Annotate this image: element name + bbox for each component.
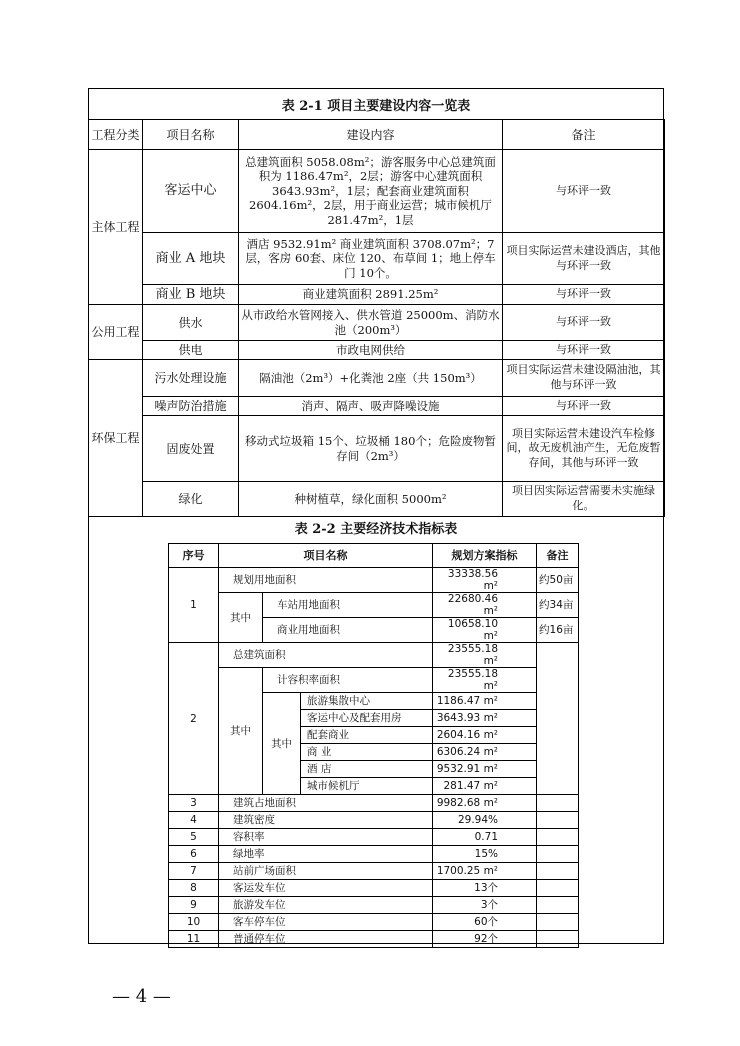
row-no: 7 <box>169 863 219 880</box>
table-row <box>169 914 579 931</box>
item-content: 消声、隔声、吸声降噪设施 <box>239 397 503 416</box>
table1-title: 表 2-1 项目主要建设内容一览表 <box>281 99 471 114</box>
row-item: 旅游集散中心 <box>301 693 433 710</box>
item-note: 项目实际运营未建设汽车检修间，故无废机油产生，无危废暂存间，其他与环评一致 <box>503 416 665 482</box>
row-item: 站前广场面积 <box>219 863 433 880</box>
value-number: 23555.18 <box>447 668 499 680</box>
item-note: 项目因实际运营需要未实施绿化。 <box>503 482 665 517</box>
item-note: 与环评一致 <box>503 285 665 305</box>
item-note: 与环评一致 <box>503 150 665 233</box>
value-number: 3643.93 <box>436 712 481 724</box>
construction-content-table <box>88 119 665 517</box>
row-item: 客车停车位 <box>219 914 433 931</box>
table-row <box>169 863 579 880</box>
value-unit: m² <box>483 630 499 642</box>
row-item: 绿地率 <box>219 846 433 863</box>
row-item: 规划用地面积 <box>219 568 433 593</box>
value-unit: m² <box>483 605 499 617</box>
value-number: 1186.47 <box>436 695 481 707</box>
table-row <box>169 812 579 829</box>
table-row <box>89 305 665 341</box>
table-row <box>169 897 579 914</box>
row-value: 13个 <box>433 880 537 897</box>
row-note <box>537 914 579 931</box>
row-no: 1 <box>169 568 219 643</box>
value-number: 9982.68 <box>436 797 481 809</box>
header-value: 规划方案指标 <box>433 544 537 568</box>
item-content: 隔油池（2m³）+化粪池 2座（共 150m³） <box>239 360 503 397</box>
row-no: 5 <box>169 829 219 846</box>
table-row <box>89 360 665 397</box>
item-content: 酒店 9532.91m² 商业建筑面积 3708.07m²；7层，客房 60套、床位 120、布草间 1；地上停车门 10个。 <box>239 233 503 285</box>
table-row <box>169 643 579 668</box>
value-unit: m² <box>483 655 499 667</box>
row-no: 10 <box>169 914 219 931</box>
item-content: 移动式垃圾箱 15个、垃圾桶 180个；危险废物暂存间（2m³） <box>239 416 503 482</box>
row-value <box>433 593 537 618</box>
item-name: 供电 <box>143 341 239 360</box>
sub-label: 其中 <box>219 593 263 643</box>
row-value: 0.71 <box>433 829 537 846</box>
table-row <box>169 568 579 593</box>
row-item: 酒 店 <box>301 761 433 778</box>
row-item: 容积率 <box>219 829 433 846</box>
category-env: 环保工程 <box>89 360 143 517</box>
row-value: 15% <box>433 846 537 863</box>
row-item: 车站用地面积 <box>263 593 433 618</box>
value-unit: m² <box>483 763 499 775</box>
row-note: 约34亩 <box>537 593 579 618</box>
row-value <box>433 727 537 744</box>
row-note <box>537 795 579 812</box>
row-note <box>537 829 579 846</box>
row-note <box>537 863 579 880</box>
table-row <box>89 233 665 285</box>
item-note: 项目实际运营未建设隔油池，其他与环评一致 <box>503 360 665 397</box>
table-row <box>169 829 579 846</box>
item-name: 商业 A 地块 <box>143 233 239 285</box>
table-row <box>89 482 665 517</box>
row-item: 普通停车位 <box>219 931 433 948</box>
row-item: 旅游发车位 <box>219 897 433 914</box>
item-note: 与环评一致 <box>503 397 665 416</box>
row-note <box>537 643 579 795</box>
table-row <box>169 668 579 693</box>
table-row <box>89 150 665 233</box>
table-row <box>169 931 579 948</box>
row-no: 9 <box>169 897 219 914</box>
header-item: 项目名称 <box>219 544 433 568</box>
row-item: 城市候机厅 <box>301 778 433 795</box>
value-unit: m² <box>483 746 499 758</box>
table-row <box>169 544 579 568</box>
economic-indicator-table <box>168 543 579 948</box>
item-name: 噪声防治措施 <box>143 397 239 416</box>
row-value <box>433 668 537 693</box>
value-number: 10658.10 <box>447 618 499 630</box>
item-name: 商业 B 地块 <box>143 285 239 305</box>
item-content: 市政电网供给 <box>239 341 503 360</box>
page-number: — 4 — <box>112 986 171 1007</box>
row-value <box>433 710 537 727</box>
row-value: 60个 <box>433 914 537 931</box>
row-value <box>433 744 537 761</box>
row-note <box>537 897 579 914</box>
row-value <box>433 568 537 593</box>
table-row <box>89 341 665 360</box>
row-item: 建筑占地面积 <box>219 795 433 812</box>
row-item: 客运发车位 <box>219 880 433 897</box>
sub-label: 其中 <box>219 668 263 795</box>
item-name: 固废处置 <box>143 416 239 482</box>
row-item: 总建筑面积 <box>219 643 433 668</box>
row-note <box>537 846 579 863</box>
header-no: 序号 <box>169 544 219 568</box>
header-note: 备注 <box>503 120 665 150</box>
value-unit: m² <box>483 580 499 592</box>
category-public: 公用工程 <box>89 305 143 360</box>
header-name: 项目名称 <box>143 120 239 150</box>
table-row <box>89 397 665 416</box>
value-number: 281.47 <box>443 780 481 792</box>
value-unit: m² <box>483 865 499 877</box>
item-name: 绿化 <box>143 482 239 517</box>
item-note: 与环评一致 <box>503 305 665 341</box>
row-value: 92个 <box>433 931 537 948</box>
row-value <box>433 795 537 812</box>
category-main: 主体工程 <box>89 150 143 305</box>
item-content: 从市政给水管网接入、供水管道 25000m、消防水池（200m³） <box>239 305 503 341</box>
item-note: 与环评一致 <box>503 341 665 360</box>
row-item: 商 业 <box>301 744 433 761</box>
item-name: 客运中心 <box>143 150 239 233</box>
value-unit: m² <box>483 797 499 809</box>
row-item: 客运中心及配套用房 <box>301 710 433 727</box>
row-no: 3 <box>169 795 219 812</box>
row-note: 约50亩 <box>537 568 579 593</box>
table2-title: 表 2-2 主要经济技术指标表 <box>294 522 458 537</box>
header-note: 备注 <box>537 544 579 568</box>
header-content: 建设内容 <box>239 120 503 150</box>
row-no: 2 <box>169 643 219 795</box>
value-number: 2604.16 <box>436 729 481 741</box>
row-value <box>433 863 537 880</box>
table-row <box>89 285 665 305</box>
value-number: 33338.56 <box>447 568 499 580</box>
item-note: 项目实际运营未建设酒店，其他与环评一致 <box>503 233 665 285</box>
row-value <box>433 693 537 710</box>
sub-label-2: 其中 <box>263 693 301 795</box>
row-value <box>433 643 537 668</box>
table-row <box>89 120 665 150</box>
row-value <box>433 778 537 795</box>
value-number: 1700.25 <box>436 865 481 877</box>
value-unit: m² <box>483 695 499 707</box>
item-name: 污水处理设施 <box>143 360 239 397</box>
value-number: 9532.91 <box>436 763 481 775</box>
row-no: 6 <box>169 846 219 863</box>
row-note <box>537 880 579 897</box>
value-unit: m² <box>483 680 499 692</box>
row-item: 建筑密度 <box>219 812 433 829</box>
value-unit: m² <box>483 780 499 792</box>
item-content: 商业建筑面积 2891.25m² <box>239 285 503 305</box>
row-item: 配套商业 <box>301 727 433 744</box>
row-item: 商业用地面积 <box>263 618 433 643</box>
row-no: 4 <box>169 812 219 829</box>
value-unit: m² <box>483 712 499 724</box>
table-row <box>169 880 579 897</box>
item-content: 种树植草，绿化面积 5000m² <box>239 482 503 517</box>
row-value <box>433 618 537 643</box>
row-no: 11 <box>169 931 219 948</box>
value-number: 22680.46 <box>447 593 499 605</box>
item-name: 供水 <box>143 305 239 341</box>
table-row <box>169 846 579 863</box>
item-content: 总建筑面积 5058.08m²；游客服务中心总建筑面积为 1186.47m²，2层；游客中心建筑面积 3643.93m²，1层；配套商业建筑面积 2604.16m²，2层，用于商业运营；城市候机厅 281.47m²，1层 <box>239 150 503 233</box>
row-value: 3个 <box>433 897 537 914</box>
table-row <box>169 795 579 812</box>
value-number: 6306.24 <box>436 746 481 758</box>
row-value: 29.94% <box>433 812 537 829</box>
row-note <box>537 812 579 829</box>
table-row <box>169 593 579 618</box>
value-number: 23555.18 <box>447 643 499 655</box>
row-note: 约16亩 <box>537 618 579 643</box>
row-item: 计容积率面积 <box>263 668 433 693</box>
row-no: 8 <box>169 880 219 897</box>
header-category: 工程分类 <box>89 120 143 150</box>
row-value <box>433 761 537 778</box>
row-note <box>537 931 579 948</box>
table-row <box>89 416 665 482</box>
value-unit: m² <box>483 729 499 741</box>
